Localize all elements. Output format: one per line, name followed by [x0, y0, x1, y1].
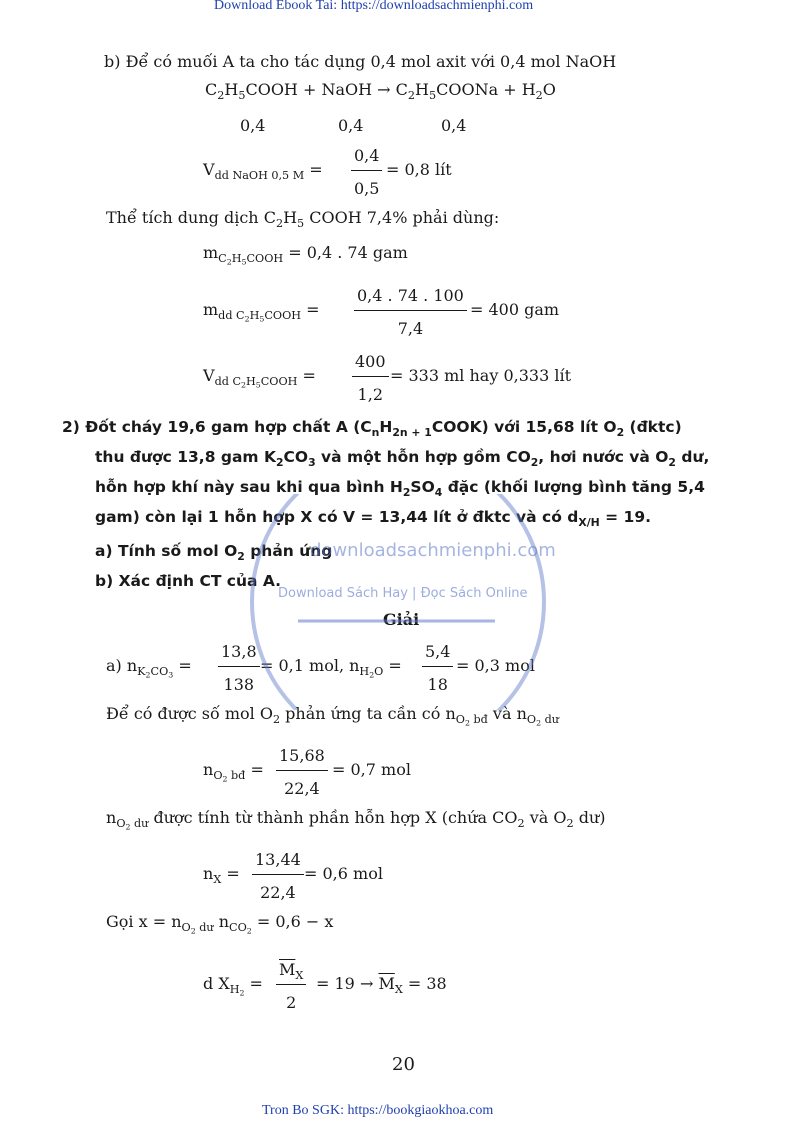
n-h2o-result: = 0,3 mol [456, 656, 535, 675]
mdd-acid-fraction: 0,4 . 74 . 100 7,4 [354, 286, 467, 338]
vdd-acid-label: $V_{dd C_2H_5COOH}$ = [203, 366, 316, 390]
n-k2co3-fraction: 13,8 138 [218, 642, 260, 694]
v-naoh-fraction: 0,4 0,5 [351, 146, 382, 198]
n-x-fraction: 13,44 22,4 [252, 850, 304, 902]
n-h2o-label: = 0,1 mol, $n_{H_2O}$ = [260, 656, 402, 680]
problem2-line3: hỗn hợp khí này sau khi qua bình $H_2SO_4$ đặc (khối lượng bình tăng 5,4 [95, 478, 705, 499]
excess-line: $n_{O_2 dư}$ được tính từ thành phần hỗn hợp X (chứa $CO_2$ và $O_2$ dư) [106, 808, 606, 832]
watermark-site: downloadsachmienphi.com [310, 540, 556, 561]
n-x-label: $n_X$ = [203, 864, 240, 886]
n-o2-initial-label: $n_{O_2 bđ}$ = [203, 760, 264, 784]
n-x-result: = 0,6 mol [304, 864, 383, 883]
let-x-line: Gọi $x = n_{O_2 dư}$ $n_{CO_2} = 0,6 - x$ [106, 912, 334, 936]
problem2-line1: 2) Đốt cháy 19,6 gam hợp chất A $(C_nH_{2n + 1}COOK)$ với 15,68 lít $O_2$ (đktc) [62, 418, 682, 439]
question-b: b) Xác định CT của A. [95, 572, 282, 590]
footer-sgk-link[interactable]: Tron Bo SGK: https://bookgiaokhoa.com [262, 1103, 494, 1118]
part-b-intro: b) Để có muối A ta cho tác dụng 0,4 mol axit với 0,4 mol NaOH [104, 52, 617, 71]
problem2-line4: gam) còn lại 1 hỗn hợp X có V = 13,44 lít ở đktc và có $d_{X/H} = 19$. [95, 508, 652, 529]
vdd-acid-fraction: 400 1,2 [352, 352, 389, 404]
v-naoh-result: = 0,8 lít [386, 160, 452, 179]
need-line: Để có được số mol $O_2$ phản ứng ta cần có $n_{O_2 bđ}$ và $n_{O_2 dư}$ [106, 704, 559, 728]
density-label: d $X_{H_2}$ = [203, 974, 263, 998]
header-download-link[interactable]: Download Ebook Tai: https://downloadsachmienphi.com [214, 0, 534, 13]
mole-value: 0,4 [240, 116, 266, 135]
vdd-acid-result: = 333 ml hay 0,333 lít [390, 366, 572, 385]
mdd-acid-label: $m_{dd C_2H_5COOH}$ = [203, 300, 320, 324]
density-fraction: $\overline{M}_X$ 2 [276, 960, 306, 1012]
mdd-acid-result: = 400 gam [470, 300, 560, 319]
page-number: 20 [392, 1054, 415, 1075]
step-a-label: a) $n_{K_2CO_3}$ = [106, 656, 192, 680]
mole-value: 0,4 [441, 116, 467, 135]
volume-heading: Thể tích dung dịch $C_2H_5$ COOH 7,4% phải dùng: [106, 208, 500, 230]
reaction-equation: $C_2H_5COOH$ + NaOH → $C_2H_5COONa + H_2O$ [205, 80, 556, 102]
problem2-line2: thu được 13,8 gam $K_2CO_3$ và một hỗn hợp gồm $CO_2$, hơi nước và $O_2$ dư, [95, 448, 710, 469]
m-acid-line: $m_{C_2H_5COOH} = 0,4$ . 74 gam [203, 243, 408, 267]
watermark [240, 494, 556, 710]
n-o2-initial-fraction: 15,68 22,4 [276, 746, 328, 798]
n-o2-initial-result: = 0,7 mol [332, 760, 411, 779]
watermark-circle-icon [240, 494, 556, 710]
v-naoh-label: $V_{dd NaOH 0,5 M}$ = [203, 160, 323, 182]
mole-value: 0,4 [338, 116, 364, 135]
density-result: = $19 \to \overline{M}_X = 38$ [316, 974, 447, 996]
question-a: a) Tính số mol $O_2$ phản ứng [95, 542, 333, 563]
solution-title: Giải [383, 610, 420, 629]
watermark-tagline: Download Sách Hay | Đọc Sách Online [278, 586, 528, 601]
n-h2o-fraction: 5,4 18 [422, 642, 453, 694]
